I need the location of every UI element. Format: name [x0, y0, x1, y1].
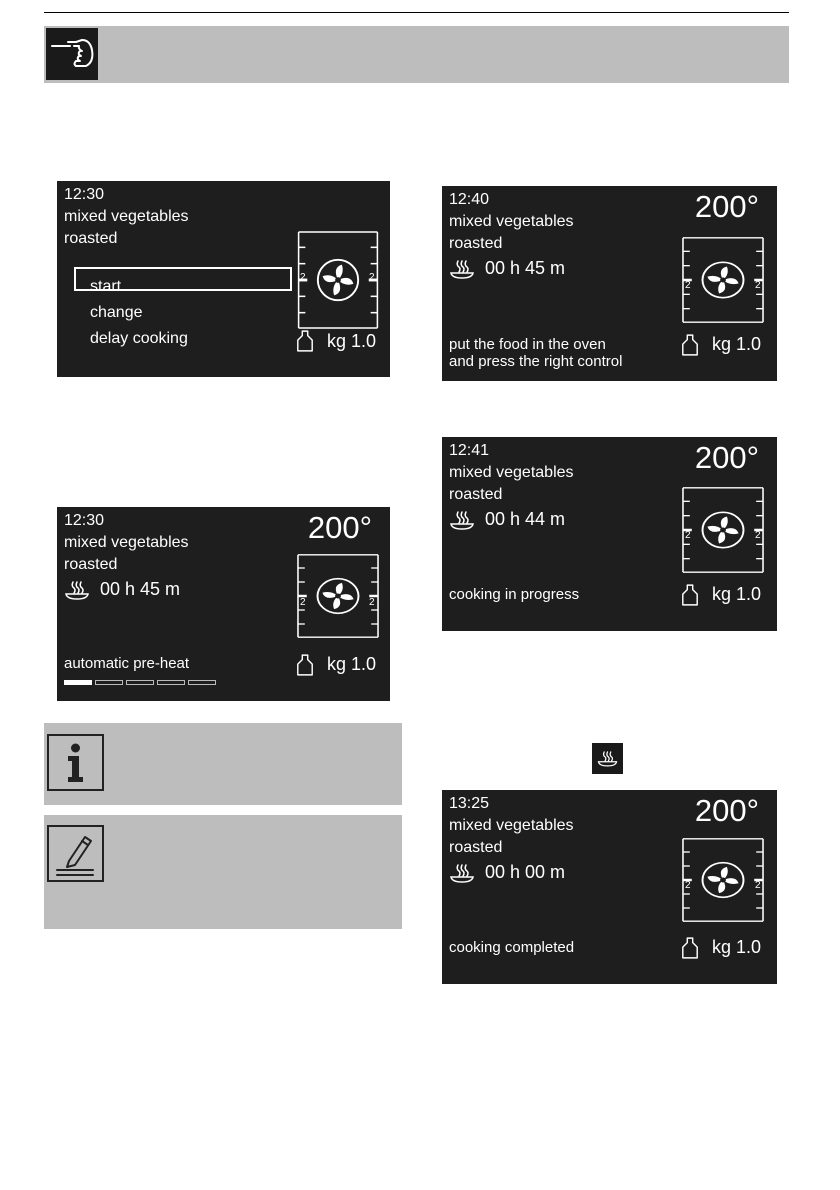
shelf-level-right: 2 [755, 530, 761, 541]
weight-icon [681, 936, 699, 960]
oven-fan-icon [682, 237, 764, 323]
pointing-hand-icon [46, 28, 98, 80]
shelf-level-left: 2 [300, 597, 306, 608]
weight-icon [296, 329, 314, 353]
shelf-level-right: 2 [369, 597, 375, 608]
oven-fan-icon [682, 838, 764, 922]
shelf-level-right: 2 [755, 280, 761, 291]
preheat-progress-bar [64, 680, 219, 686]
cooking-duration: 00 h 44 m [485, 509, 566, 529]
weight-icon [681, 583, 699, 607]
cooking-method: roasted [449, 486, 503, 503]
progress-segment [64, 680, 92, 685]
shelf-level-right: 2 [755, 880, 761, 891]
cooking-duration: 00 h 45 m [485, 258, 566, 278]
dish-steam-icon [592, 743, 623, 774]
display-time: 12:30 [64, 186, 105, 203]
status-text: cooking completed [449, 939, 575, 956]
menu-item-change[interactable]: change [90, 304, 143, 321]
food-weight: kg 1.0 [712, 334, 762, 354]
cooking-method: roasted [449, 235, 503, 252]
progress-segment [188, 680, 216, 685]
oven-display-menu [57, 181, 390, 377]
cooking-method: roasted [449, 839, 503, 856]
dish-steam-icon [63, 580, 91, 600]
food-weight: kg 1.0 [712, 584, 762, 604]
display-time: 12:40 [449, 191, 490, 208]
recipe-name: mixed vegetables [64, 208, 189, 225]
progress-segment [95, 680, 123, 685]
status-text-line2: and press the right control [449, 353, 623, 370]
status-text: cooking in progress [449, 586, 580, 603]
info-icon [47, 734, 104, 791]
progress-segment [126, 680, 154, 685]
cooking-method: roasted [64, 230, 118, 247]
shelf-level-left: 2 [300, 272, 306, 283]
recipe-name: mixed vegetables [449, 464, 574, 481]
recipe-name: mixed vegetables [449, 817, 574, 834]
display-time: 12:41 [449, 442, 490, 459]
dish-steam-icon [448, 259, 476, 279]
shelf-level-left: 2 [685, 530, 691, 541]
cooking-duration: 00 h 45 m [100, 579, 181, 599]
display-time: 12:30 [64, 512, 105, 529]
temperature: 200° [694, 440, 759, 475]
food-weight: kg 1.0 [327, 654, 377, 674]
food-weight: kg 1.0 [327, 331, 377, 351]
pencil-note-icon [47, 825, 104, 882]
oven-fan-icon [297, 554, 379, 638]
food-weight: kg 1.0 [712, 937, 762, 957]
temperature: 200° [307, 510, 372, 545]
shelf-level-left: 2 [685, 880, 691, 891]
weight-icon [296, 653, 314, 677]
cooking-duration: 00 h 00 m [485, 862, 566, 882]
menu-item-delay-cooking[interactable]: delay cooking [90, 330, 188, 347]
menu-item-start[interactable]: start [90, 278, 122, 295]
shelf-level-right: 2 [369, 272, 375, 283]
display-time: 13:25 [449, 795, 490, 812]
temperature: 200° [694, 793, 759, 828]
oven-display-put-food [442, 186, 777, 381]
header-band [44, 26, 789, 83]
oven-fan-icon [297, 231, 379, 329]
oven-display-completed [442, 790, 777, 984]
top-rule [44, 12, 789, 13]
progress-segment [157, 680, 185, 685]
dish-steam-icon [448, 863, 476, 883]
temperature: 200° [694, 189, 759, 224]
recipe-name: mixed vegetables [64, 534, 189, 551]
weight-icon [681, 333, 699, 357]
recipe-name: mixed vegetables [449, 213, 574, 230]
shelf-level-left: 2 [685, 280, 691, 291]
status-text-line1: put the food in the oven [449, 336, 606, 353]
oven-fan-icon [682, 487, 764, 573]
status-text: automatic pre-heat [64, 655, 190, 672]
dish-steam-icon [448, 510, 476, 530]
oven-display-in-progress [442, 437, 777, 631]
cooking-method: roasted [64, 556, 118, 573]
oven-display-preheat [57, 507, 390, 701]
